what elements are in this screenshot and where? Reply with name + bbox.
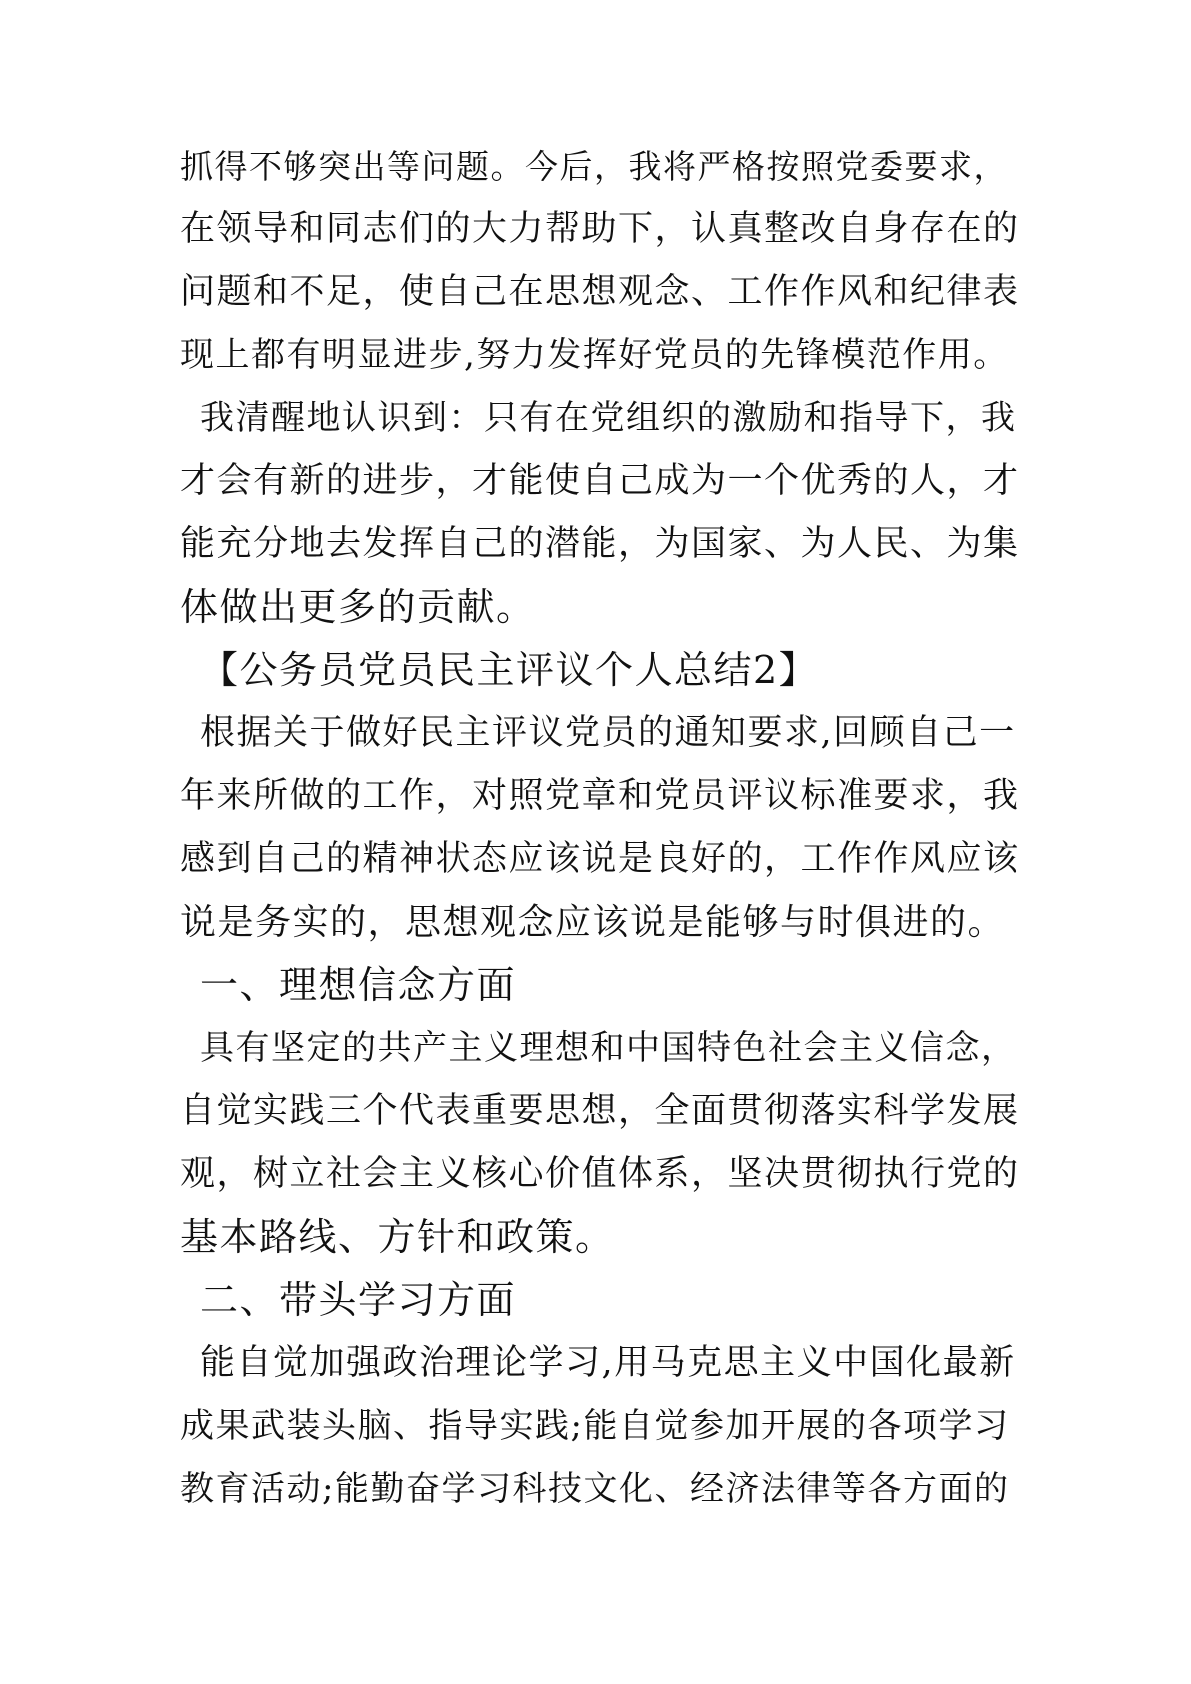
text-line: 我清醒地认识到：只有在党组织的激励和指导下，我 [200, 398, 1017, 438]
text-line: 自觉实践三个代表重要思想，全面贯彻落实科学发展 [180, 1091, 1020, 1131]
text-line: 年来所做的工作，对照党章和党员评议标准要求，我 [180, 776, 1020, 816]
text-line: 【公务员党员民主评议个人总结2】 [200, 648, 819, 692]
text-line: 才会有新的进步，才能使自己成为一个优秀的人，才 [180, 461, 1020, 501]
text-line: 教育活动;能勤奋学习科技文化、经济法律等各方面的 [180, 1469, 1010, 1509]
text-line: 能自觉加强政治理论学习,用马克思主义中国化最新 [200, 1343, 1016, 1383]
text-line: 感到自己的精神状态应该说是良好的，工作作风应该 [180, 839, 1020, 879]
text-line: 说是务实的，思想观念应该说是能够与时俱进的。 [180, 902, 1006, 943]
text-line: 现上都有明显进步,努力发挥好党员的先锋模范作用。 [180, 335, 1009, 375]
text-line: 成果武装头脑、指导实践;能自觉参加开展的各项学习 [180, 1406, 1010, 1446]
text-line: 基本路线、方针和政策。 [180, 1215, 615, 1259]
document-body [180, 135, 1020, 1521]
text-line: 在领导和同志们的大力帮助下，认真整改自身存在的 [180, 209, 1020, 249]
text-line: 问题和不足，使自己在思想观念、工作作风和纪律表 [180, 272, 1020, 312]
text-line: 观，树立社会主义核心价值体系，坚决贯彻执行党的 [180, 1154, 1020, 1194]
text-line: 抓得不够突出等问题。今后，我将严格按照党委要求， [180, 147, 1008, 186]
text-line: 能充分地去发挥自己的潜能，为国家、为人民、为集 [180, 524, 1020, 564]
text-line: 根据关于做好民主评议党员的通知要求,回顾自己一 [200, 713, 1016, 753]
text-line: 二、带头学习方面 [200, 1278, 517, 1322]
text-line: 体做出更多的贡献。 [180, 585, 536, 629]
text-line: 一、理想信念方面 [200, 963, 517, 1007]
text-line: 具有坚定的共产主义理想和中国特色社会主义信念， [200, 1028, 1017, 1068]
